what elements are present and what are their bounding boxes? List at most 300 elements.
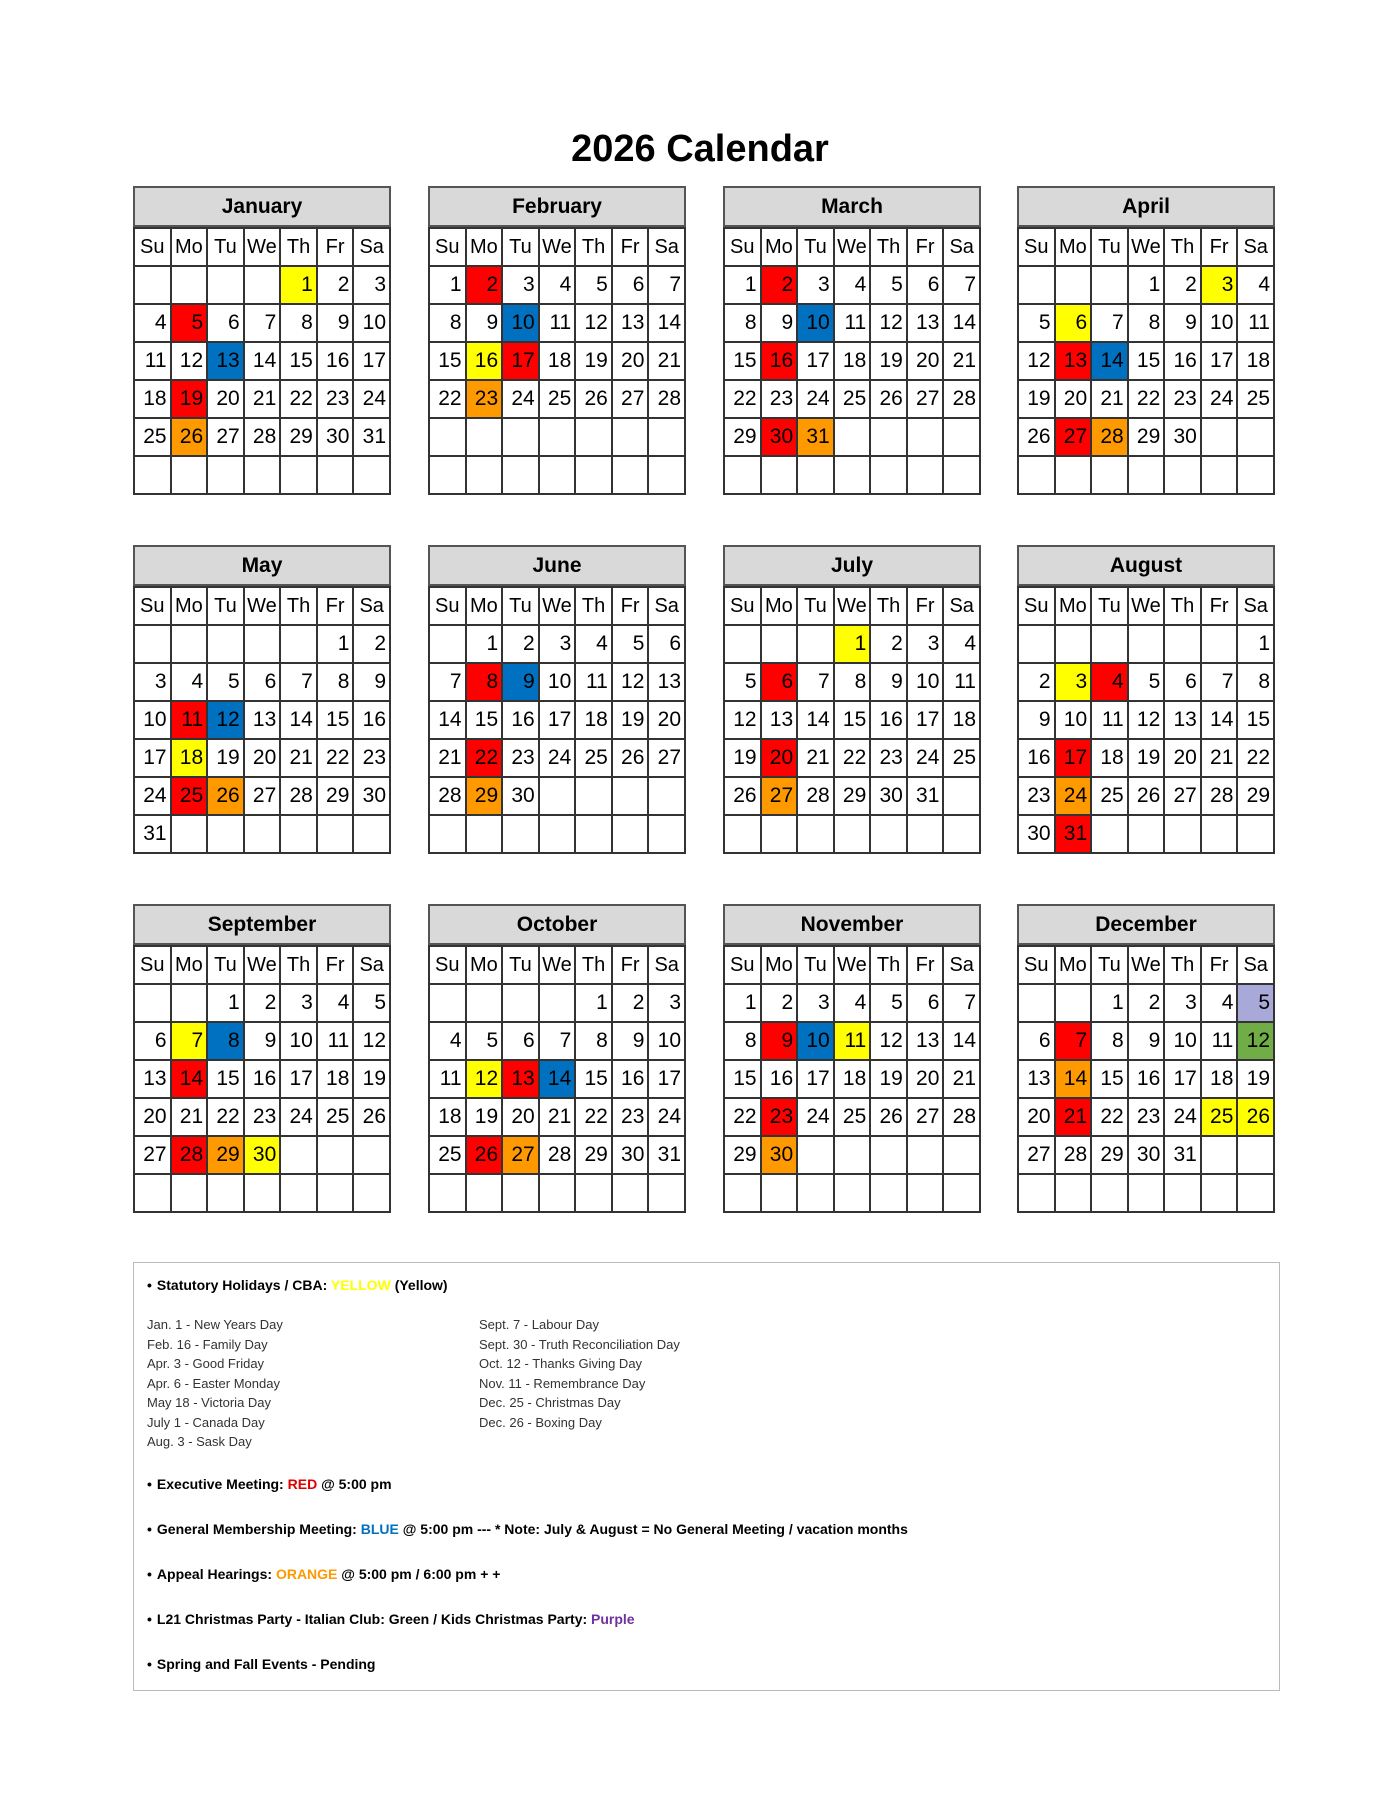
weekday-header: Fr bbox=[907, 228, 944, 266]
day-cell: 9 bbox=[317, 304, 354, 342]
legend-general: • General Membership Meeting: BLUE @ 5:00 pm --- * Note: July & August = No General Meeting / vacation months bbox=[147, 1521, 908, 1537]
empty-cell bbox=[1164, 1174, 1201, 1212]
weekday-header: Su bbox=[1018, 228, 1055, 266]
day-cell-green: 12 bbox=[1237, 1022, 1274, 1060]
day-cell: 24 bbox=[353, 380, 390, 418]
day-cell-red: 23 bbox=[761, 1098, 798, 1136]
day-cell: 27 bbox=[648, 739, 685, 777]
day-cell: 2 bbox=[1018, 663, 1055, 701]
day-cell-red: 8 bbox=[466, 663, 503, 701]
day-cell: 17 bbox=[1201, 342, 1238, 380]
day-cell-red: 13 bbox=[502, 1060, 539, 1098]
empty-cell bbox=[207, 266, 244, 304]
month-name: June bbox=[428, 545, 686, 586]
day-cell-orange: 14 bbox=[1055, 1060, 1092, 1098]
day-cell: 3 bbox=[539, 625, 576, 663]
day-cell: 28 bbox=[943, 380, 980, 418]
week-row bbox=[429, 266, 685, 304]
weekday-header: Su bbox=[429, 587, 466, 625]
day-cell: 30 bbox=[1164, 418, 1201, 456]
day-cell: 4 bbox=[834, 266, 871, 304]
day-cell-red: 7 bbox=[1055, 1022, 1092, 1060]
holiday-list-left bbox=[147, 1315, 283, 1452]
day-cell: 27 bbox=[907, 380, 944, 418]
day-cell: 11 bbox=[834, 304, 871, 342]
empty-cell bbox=[907, 418, 944, 456]
empty-cell bbox=[1055, 266, 1092, 304]
empty-cell bbox=[244, 625, 281, 663]
empty-cell bbox=[1091, 456, 1128, 494]
day-cell: 17 bbox=[907, 701, 944, 739]
day-cell: 15 bbox=[724, 1060, 761, 1098]
day-cell: 11 bbox=[1091, 701, 1128, 739]
weekday-header: Tu bbox=[797, 946, 834, 984]
day-cell: 29 bbox=[1128, 418, 1165, 456]
month-days-table bbox=[723, 227, 981, 495]
day-cell: 7 bbox=[943, 984, 980, 1022]
weekday-header-row bbox=[429, 946, 685, 984]
day-cell: 14 bbox=[429, 701, 466, 739]
day-cell: 7 bbox=[943, 266, 980, 304]
day-cell: 10 bbox=[1164, 1022, 1201, 1060]
day-cell: 4 bbox=[429, 1022, 466, 1060]
day-cell-red: 16 bbox=[761, 342, 798, 380]
month-name: September bbox=[133, 904, 391, 945]
day-cell: 25 bbox=[317, 1098, 354, 1136]
day-cell: 3 bbox=[797, 984, 834, 1022]
day-cell: 12 bbox=[1018, 342, 1055, 380]
week-row bbox=[1018, 1022, 1274, 1060]
week-row bbox=[134, 777, 390, 815]
day-cell: 29 bbox=[724, 1136, 761, 1174]
day-cell: 27 bbox=[244, 777, 281, 815]
day-cell-blue: 14 bbox=[539, 1060, 576, 1098]
empty-cell bbox=[648, 815, 685, 853]
week-row bbox=[1018, 739, 1274, 777]
day-cell: 24 bbox=[797, 1098, 834, 1136]
day-cell: 7 bbox=[539, 1022, 576, 1060]
day-cell: 23 bbox=[244, 1098, 281, 1136]
empty-cell bbox=[943, 1136, 980, 1174]
day-cell: 9 bbox=[1018, 701, 1055, 739]
day-cell-red: 28 bbox=[171, 1136, 208, 1174]
month-days-table bbox=[428, 586, 686, 854]
day-cell: 1 bbox=[429, 266, 466, 304]
month-days-table bbox=[1017, 227, 1275, 495]
day-cell: 3 bbox=[1164, 984, 1201, 1022]
empty-cell bbox=[353, 1174, 390, 1212]
day-cell: 10 bbox=[353, 304, 390, 342]
day-cell: 17 bbox=[1164, 1060, 1201, 1098]
day-cell: 18 bbox=[834, 342, 871, 380]
weekday-header: We bbox=[834, 946, 871, 984]
week-row bbox=[724, 777, 980, 815]
day-cell: 8 bbox=[317, 663, 354, 701]
day-cell: 15 bbox=[724, 342, 761, 380]
month-june bbox=[428, 545, 686, 854]
empty-cell bbox=[648, 777, 685, 815]
day-cell: 22 bbox=[280, 380, 317, 418]
empty-cell bbox=[207, 456, 244, 494]
day-cell: 19 bbox=[466, 1098, 503, 1136]
day-cell: 16 bbox=[870, 701, 907, 739]
day-cell: 16 bbox=[244, 1060, 281, 1098]
day-cell: 28 bbox=[797, 777, 834, 815]
month-september bbox=[133, 904, 391, 1213]
empty-cell bbox=[429, 1174, 466, 1212]
day-cell: 4 bbox=[317, 984, 354, 1022]
day-cell: 9 bbox=[353, 663, 390, 701]
legend-blue-keyword: BLUE bbox=[360, 1521, 399, 1537]
empty-cell bbox=[1128, 625, 1165, 663]
day-cell: 19 bbox=[1237, 1060, 1274, 1098]
day-cell: 1 bbox=[724, 984, 761, 1022]
day-cell: 25 bbox=[575, 739, 612, 777]
empty-cell bbox=[1201, 418, 1238, 456]
day-cell: 8 bbox=[280, 304, 317, 342]
week-row bbox=[1018, 984, 1274, 1022]
weekday-header: Sa bbox=[353, 946, 390, 984]
weekday-header: Th bbox=[575, 228, 612, 266]
day-cell: 2 bbox=[317, 266, 354, 304]
weekday-header: Mo bbox=[761, 946, 798, 984]
day-cell: 16 bbox=[502, 701, 539, 739]
day-cell: 30 bbox=[870, 777, 907, 815]
holiday-item: Feb. 16 - Family Day bbox=[147, 1336, 268, 1352]
weekday-header: Sa bbox=[353, 587, 390, 625]
day-cell: 6 bbox=[502, 1022, 539, 1060]
week-row bbox=[429, 1060, 685, 1098]
day-cell: 21 bbox=[1201, 739, 1238, 777]
day-cell: 14 bbox=[280, 701, 317, 739]
weekday-header: Th bbox=[280, 946, 317, 984]
day-cell: 23 bbox=[502, 739, 539, 777]
week-row bbox=[134, 701, 390, 739]
day-cell: 22 bbox=[1128, 380, 1165, 418]
day-cell: 28 bbox=[943, 1098, 980, 1136]
weekday-header: We bbox=[539, 587, 576, 625]
day-cell: 17 bbox=[539, 701, 576, 739]
day-cell: 4 bbox=[134, 304, 171, 342]
month-days-table bbox=[133, 227, 391, 495]
weekday-header: Tu bbox=[502, 228, 539, 266]
empty-cell bbox=[502, 1174, 539, 1212]
day-cell-blue: 14 bbox=[1091, 342, 1128, 380]
weekday-header: Sa bbox=[943, 228, 980, 266]
week-row bbox=[1018, 663, 1274, 701]
day-cell: 1 bbox=[1128, 266, 1165, 304]
day-cell: 27 bbox=[612, 380, 649, 418]
day-cell: 3 bbox=[353, 266, 390, 304]
legend-statutory: • Statutory Holidays / CBA: YELLOW (Yellow) bbox=[147, 1277, 448, 1293]
empty-cell bbox=[612, 777, 649, 815]
day-cell: 28 bbox=[539, 1136, 576, 1174]
empty-cell bbox=[1237, 456, 1274, 494]
empty-cell bbox=[134, 456, 171, 494]
week-row bbox=[1018, 266, 1274, 304]
month-name: October bbox=[428, 904, 686, 945]
day-cell: 11 bbox=[943, 663, 980, 701]
day-cell: 5 bbox=[870, 266, 907, 304]
empty-cell bbox=[244, 266, 281, 304]
holiday-item: Apr. 3 - Good Friday bbox=[147, 1356, 265, 1371]
weekday-header: Su bbox=[1018, 587, 1055, 625]
weekday-header: Tu bbox=[207, 946, 244, 984]
week-row bbox=[1018, 815, 1274, 853]
day-cell: 28 bbox=[429, 777, 466, 815]
day-cell: 16 bbox=[317, 342, 354, 380]
empty-cell bbox=[870, 815, 907, 853]
empty-cell bbox=[1237, 418, 1274, 456]
empty-cell bbox=[1018, 625, 1055, 663]
day-cell: 3 bbox=[797, 266, 834, 304]
day-cell: 30 bbox=[317, 418, 354, 456]
day-cell: 30 bbox=[353, 777, 390, 815]
week-row bbox=[724, 380, 980, 418]
week-row bbox=[1018, 701, 1274, 739]
day-cell: 3 bbox=[134, 663, 171, 701]
holiday-item: May 18 - Victoria Day bbox=[147, 1395, 272, 1410]
empty-cell bbox=[761, 1174, 798, 1212]
day-cell: 1 bbox=[724, 266, 761, 304]
day-cell: 5 bbox=[870, 984, 907, 1022]
week-row bbox=[134, 342, 390, 380]
week-row bbox=[429, 984, 685, 1022]
weekday-header-row bbox=[1018, 587, 1274, 625]
day-cell: 19 bbox=[1128, 739, 1165, 777]
month-name: December bbox=[1017, 904, 1275, 945]
day-cell: 24 bbox=[1201, 380, 1238, 418]
empty-cell bbox=[353, 1136, 390, 1174]
empty-cell bbox=[1164, 625, 1201, 663]
day-cell-red: 17 bbox=[502, 342, 539, 380]
day-cell: 10 bbox=[539, 663, 576, 701]
day-cell: 31 bbox=[1164, 1136, 1201, 1174]
empty-cell bbox=[724, 1174, 761, 1212]
day-cell: 6 bbox=[648, 625, 685, 663]
empty-cell bbox=[317, 1136, 354, 1174]
empty-cell bbox=[1018, 456, 1055, 494]
day-cell: 18 bbox=[134, 380, 171, 418]
day-cell: 28 bbox=[1055, 1136, 1092, 1174]
day-cell: 19 bbox=[612, 701, 649, 739]
weekday-header: Mo bbox=[1055, 228, 1092, 266]
weekday-header: Sa bbox=[1237, 228, 1274, 266]
day-cell: 18 bbox=[429, 1098, 466, 1136]
day-cell: 4 bbox=[834, 984, 871, 1022]
month-november bbox=[723, 904, 981, 1213]
day-cell: 15 bbox=[466, 701, 503, 739]
empty-cell bbox=[280, 1174, 317, 1212]
day-cell: 25 bbox=[429, 1136, 466, 1174]
day-cell: 24 bbox=[648, 1098, 685, 1136]
day-cell: 4 bbox=[1201, 984, 1238, 1022]
day-cell: 22 bbox=[724, 380, 761, 418]
day-cell: 5 bbox=[575, 266, 612, 304]
day-cell: 3 bbox=[280, 984, 317, 1022]
empty-cell bbox=[317, 1174, 354, 1212]
day-cell: 8 bbox=[575, 1022, 612, 1060]
day-cell-red: 6 bbox=[761, 663, 798, 701]
empty-cell bbox=[502, 984, 539, 1022]
day-cell: 20 bbox=[134, 1098, 171, 1136]
legend-party: • L21 Christmas Party - Italian Club: Green / Kids Christmas Party: Purple bbox=[147, 1611, 635, 1627]
day-cell: 28 bbox=[1201, 777, 1238, 815]
weekday-header-row bbox=[724, 228, 980, 266]
day-cell: 15 bbox=[1128, 342, 1165, 380]
day-cell: 1 bbox=[575, 984, 612, 1022]
day-cell: 29 bbox=[834, 777, 871, 815]
weekday-header: Sa bbox=[1237, 946, 1274, 984]
day-cell-yellow: 3 bbox=[1055, 663, 1092, 701]
weekday-header: Fr bbox=[907, 587, 944, 625]
empty-cell bbox=[761, 625, 798, 663]
day-cell-blue: 9 bbox=[502, 663, 539, 701]
day-cell-blue: 12 bbox=[207, 701, 244, 739]
day-cell: 1 bbox=[317, 625, 354, 663]
day-cell: 15 bbox=[429, 342, 466, 380]
empty-cell bbox=[797, 1174, 834, 1212]
day-cell: 23 bbox=[761, 380, 798, 418]
day-cell-yellow: 18 bbox=[171, 739, 208, 777]
weekday-header: Sa bbox=[648, 228, 685, 266]
day-cell: 15 bbox=[1237, 701, 1274, 739]
day-cell-yellow: 1 bbox=[834, 625, 871, 663]
empty-cell bbox=[1201, 456, 1238, 494]
week-row bbox=[429, 625, 685, 663]
empty-cell bbox=[502, 456, 539, 494]
empty-cell bbox=[761, 456, 798, 494]
day-cell: 2 bbox=[353, 625, 390, 663]
day-cell: 12 bbox=[171, 342, 208, 380]
day-cell-orange: 29 bbox=[466, 777, 503, 815]
weekday-header: Th bbox=[575, 946, 612, 984]
day-cell: 14 bbox=[648, 304, 685, 342]
day-cell: 13 bbox=[761, 701, 798, 739]
page-title: 2026 Calendar bbox=[571, 128, 829, 170]
empty-cell bbox=[907, 456, 944, 494]
empty-cell bbox=[648, 1174, 685, 1212]
day-cell-blue: 8 bbox=[207, 1022, 244, 1060]
empty-cell bbox=[1055, 984, 1092, 1022]
day-cell: 5 bbox=[724, 663, 761, 701]
day-cell: 24 bbox=[280, 1098, 317, 1136]
weekday-header: We bbox=[244, 228, 281, 266]
day-cell: 19 bbox=[1018, 380, 1055, 418]
day-cell: 21 bbox=[648, 342, 685, 380]
weekday-header: Th bbox=[280, 228, 317, 266]
day-cell: 25 bbox=[1091, 777, 1128, 815]
empty-cell bbox=[134, 266, 171, 304]
day-cell: 8 bbox=[724, 304, 761, 342]
day-cell: 19 bbox=[870, 1060, 907, 1098]
week-row bbox=[1018, 1174, 1274, 1212]
weekday-header: Fr bbox=[317, 946, 354, 984]
week-row bbox=[1018, 1136, 1274, 1174]
day-cell: 6 bbox=[1018, 1022, 1055, 1060]
day-cell: 20 bbox=[648, 701, 685, 739]
month-july bbox=[723, 545, 981, 854]
empty-cell bbox=[280, 815, 317, 853]
day-cell: 28 bbox=[280, 777, 317, 815]
day-cell: 25 bbox=[834, 380, 871, 418]
day-cell: 15 bbox=[280, 342, 317, 380]
weekday-header-row bbox=[134, 228, 390, 266]
empty-cell bbox=[1237, 815, 1274, 853]
empty-cell bbox=[539, 418, 576, 456]
weekday-header: Tu bbox=[1091, 228, 1128, 266]
day-cell: 27 bbox=[907, 1098, 944, 1136]
day-cell: 26 bbox=[1128, 777, 1165, 815]
day-cell: 22 bbox=[724, 1098, 761, 1136]
week-row bbox=[429, 1022, 685, 1060]
weekday-header: Sa bbox=[353, 228, 390, 266]
empty-cell bbox=[834, 1136, 871, 1174]
day-cell-red: 19 bbox=[171, 380, 208, 418]
weekday-header: Mo bbox=[466, 946, 503, 984]
month-name: August bbox=[1017, 545, 1275, 586]
empty-cell bbox=[834, 1174, 871, 1212]
day-cell: 27 bbox=[1018, 1136, 1055, 1174]
empty-cell bbox=[429, 984, 466, 1022]
day-cell: 13 bbox=[907, 1022, 944, 1060]
day-cell: 16 bbox=[1128, 1060, 1165, 1098]
day-cell: 20 bbox=[1018, 1098, 1055, 1136]
day-cell: 8 bbox=[1237, 663, 1274, 701]
week-row bbox=[724, 1060, 980, 1098]
empty-cell bbox=[1018, 1174, 1055, 1212]
day-cell: 20 bbox=[1055, 380, 1092, 418]
week-row bbox=[134, 1136, 390, 1174]
day-cell: 17 bbox=[797, 1060, 834, 1098]
day-cell-yellow: 12 bbox=[466, 1060, 503, 1098]
empty-cell bbox=[612, 418, 649, 456]
day-cell: 28 bbox=[244, 418, 281, 456]
weekday-header: Th bbox=[1164, 587, 1201, 625]
day-cell: 1 bbox=[207, 984, 244, 1022]
day-cell: 21 bbox=[797, 739, 834, 777]
empty-cell bbox=[761, 815, 798, 853]
weekday-header: Fr bbox=[1201, 587, 1238, 625]
weekday-header: Tu bbox=[797, 587, 834, 625]
month-days-table bbox=[428, 227, 686, 495]
day-cell: 29 bbox=[317, 777, 354, 815]
weekday-header: Su bbox=[1018, 946, 1055, 984]
day-cell: 15 bbox=[207, 1060, 244, 1098]
day-cell: 26 bbox=[575, 380, 612, 418]
day-cell-yellow: 7 bbox=[171, 1022, 208, 1060]
day-cell: 16 bbox=[1164, 342, 1201, 380]
day-cell: 24 bbox=[1164, 1098, 1201, 1136]
empty-cell bbox=[648, 418, 685, 456]
day-cell: 17 bbox=[797, 342, 834, 380]
day-cell-red: 13 bbox=[1055, 342, 1092, 380]
empty-cell bbox=[1018, 984, 1055, 1022]
week-row bbox=[134, 418, 390, 456]
day-cell-orange: 26 bbox=[207, 777, 244, 815]
month-name: February bbox=[428, 186, 686, 227]
day-cell: 31 bbox=[648, 1136, 685, 1174]
day-cell-red: 2 bbox=[466, 266, 503, 304]
day-cell: 9 bbox=[612, 1022, 649, 1060]
week-row bbox=[134, 663, 390, 701]
day-cell: 2 bbox=[761, 984, 798, 1022]
day-cell: 9 bbox=[244, 1022, 281, 1060]
day-cell: 5 bbox=[612, 625, 649, 663]
day-cell: 10 bbox=[907, 663, 944, 701]
day-cell: 23 bbox=[353, 739, 390, 777]
week-row bbox=[724, 1174, 980, 1212]
